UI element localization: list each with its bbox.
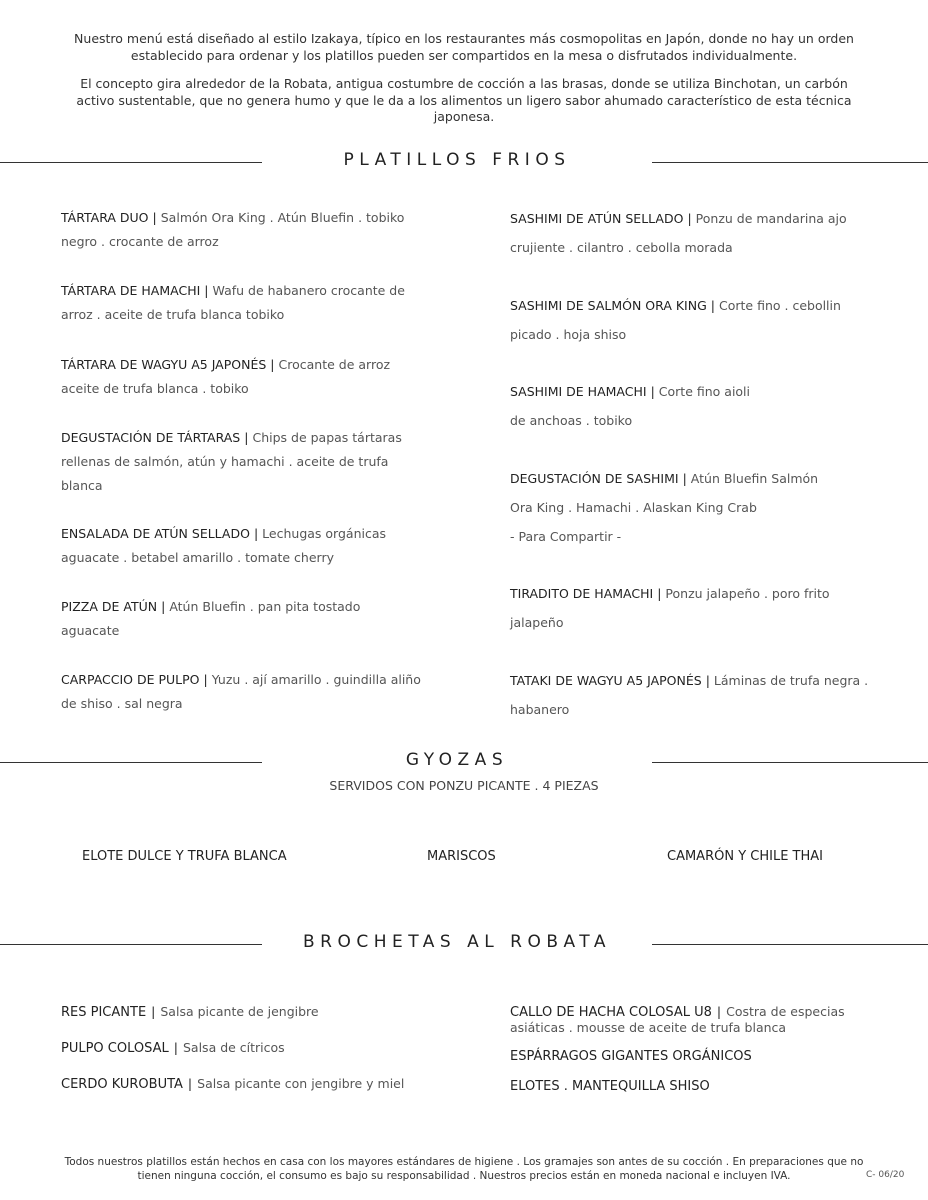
divider-line	[652, 162, 928, 163]
dish-description: Ponzu de mandarina ajo crujiente . cilantro . cebolla morada	[510, 211, 847, 255]
dish-name: TÁRTARA DE HAMACHI	[61, 283, 201, 298]
dish-description: Corte fino . cebollin picado . hoja shiso	[510, 298, 841, 342]
separator: |	[244, 430, 249, 445]
dish-name: TÁRTARA DE WAGYU A5 JAPONÉS	[61, 357, 267, 372]
dish-description: Crocante de arroz aceite de trufa blanca . tobiko	[61, 357, 391, 396]
dish-description: Wafu de habanero crocante de arroz . aceite de trufa blanca tobiko	[61, 283, 405, 322]
brocheta-item	[61, 1040, 461, 1056]
menu-item	[510, 291, 880, 349]
dish-note: - Para Compartir -	[510, 529, 622, 544]
dish-description: Atún Bluefin Salmón Ora King . Hamachi . Alaskan King Crab	[510, 471, 819, 515]
dish-name: ELOTES . MANTEQUILLA SHISO	[510, 1079, 710, 1094]
separator: |	[204, 283, 209, 298]
intro-paragraph-1: Nuestro menú está diseñado al estilo Izakaya, típico en los restaurantes más cosmopolitas en Japón, donde no hay un orden establecido para ordenar y los platillos pueden ser compartidos en la mesa o disfrutados individualmente.	[74, 31, 854, 63]
dish-description: Láminas de trufa negra . habanero	[510, 673, 869, 717]
dish-name: ENSALADA DE ATÚN SELLADO	[61, 526, 250, 541]
separator: |	[161, 599, 166, 614]
gyoza-item: MARISCOS	[427, 849, 496, 864]
dish-name: TIRADITO DE HAMACHI	[510, 586, 654, 601]
separator: |	[270, 357, 275, 372]
menu-item	[510, 666, 880, 724]
dish-description: Salsa de cítricos	[182, 1040, 285, 1055]
separator: |	[716, 1004, 722, 1019]
menu-item	[61, 279, 421, 327]
section-header-platillos-frios	[0, 148, 928, 178]
footer-disclaimer: Todos nuestros platillos están hechos en casa con los mayores estándares de higiene . Los gramajes son antes de su cocción . En preparaciones que no tienen ninguna cocción, el consumo es bajo su responsabilidad . Nuestros precios están en moneda nacional e incluyen IVA.	[64, 1156, 864, 1182]
separator: |	[705, 673, 710, 688]
section-title: BROCHETAS AL ROBATA	[302, 932, 611, 952]
dish-name: DEGUSTACIÓN DE SASHIMI	[510, 471, 679, 486]
dish-name: DEGUSTACIÓN DE TÁRTARAS	[61, 430, 241, 445]
separator: |	[203, 672, 208, 687]
section-title: PLATILLOS FRIOS	[343, 150, 571, 170]
dish-name: RES PICANTE	[61, 1005, 147, 1020]
separator: |	[173, 1040, 178, 1055]
gyoza-item: ELOTE DULCE Y TRUFA BLANCA	[82, 849, 287, 864]
dish-name: CERDO KUROBUTA	[61, 1077, 183, 1092]
dish-description: Lechugas orgánicas aguacate . betabel amarillo . tomate cherry	[61, 526, 387, 565]
dish-name: ESPÁRRAGOS GIGANTES ORGÁNICOS	[510, 1049, 752, 1064]
separator: |	[650, 384, 655, 399]
brocheta-item	[61, 1076, 461, 1092]
separator: |	[657, 586, 662, 601]
gyoza-item: CAMARÓN Y CHILE THAI	[667, 849, 823, 864]
menu-code: C- 06/20	[866, 1170, 905, 1180]
divider-line	[0, 944, 262, 945]
dish-description: Corte fino aioli de anchoas . tobiko	[510, 384, 751, 428]
menu-item	[61, 595, 421, 643]
dish-name: PIZZA DE ATÚN	[61, 599, 158, 614]
dish-description: Salsa picante de jengibre	[160, 1004, 319, 1019]
separator: |	[253, 526, 259, 541]
dish-name: TATAKI DE WAGYU A5 JAPONÉS	[510, 673, 702, 688]
menu-item	[61, 353, 421, 401]
menu-item	[61, 522, 421, 570]
brocheta-item	[510, 1048, 890, 1064]
divider-line	[652, 762, 928, 763]
separator: |	[187, 1076, 193, 1091]
dish-description: Ponzu jalapeño . poro frito jalapeño	[510, 586, 830, 630]
menu-item	[510, 377, 760, 435]
dish-description: Salmón Ora King . Atún Bluefin . tobiko negro . crocante de arroz	[61, 210, 405, 249]
brocheta-item	[61, 1004, 461, 1020]
dish-name: SASHIMI DE HAMACHI	[510, 384, 647, 399]
intro-text	[40, 31, 888, 126]
divider-line	[652, 944, 928, 945]
dish-description: Chips de papas tártaras rellenas de salmón, atún y hamachi . aceite de trufa blanca	[61, 430, 402, 493]
dish-name: CARPACCIO DE PULPO	[61, 672, 200, 687]
menu-item	[510, 204, 880, 262]
dish-name: CALLO DE HACHA COLOSAL U8	[510, 1005, 712, 1020]
section-title: GYOZAS	[405, 750, 509, 770]
dish-name: PULPO COLOSAL	[61, 1041, 169, 1056]
dish-description: Atún Bluefin . pan pita tostado aguacate	[61, 599, 361, 638]
dish-name: SASHIMI DE SALMÓN ORA KING	[510, 298, 707, 313]
separator: |	[682, 471, 687, 486]
menu-item	[61, 668, 421, 716]
dish-name: TÁRTARA DUO	[61, 210, 149, 225]
separator: |	[152, 210, 157, 225]
dish-description: Costra de especias asiáticas . mousse de aceite de trufa blanca	[510, 1004, 845, 1035]
separator: |	[710, 298, 715, 313]
section-header-brochetas	[0, 930, 928, 960]
menu-item	[510, 579, 880, 637]
divider-line	[0, 162, 262, 163]
dish-description: Salsa picante con jengibre y miel	[197, 1076, 405, 1091]
divider-line	[0, 762, 262, 763]
menu-item	[61, 206, 421, 254]
menu-item	[61, 426, 421, 498]
section-header-gyozas	[0, 748, 928, 778]
dish-name: SASHIMI DE ATÚN SELLADO	[510, 211, 684, 226]
menu-item	[510, 464, 830, 551]
brocheta-item	[510, 1078, 890, 1094]
section-subtitle: SERVIDOS CON PONZU PICANTE . 4 PIEZAS	[329, 778, 599, 793]
brocheta-item	[510, 1004, 890, 1035]
intro-paragraph-2: El concepto gira alrededor de la Robata, antigua costumbre de cocción a las brasas, donde se utiliza Binchotan, un carbón activo sustentable, que no genera humo y que le da a los alimentos un ligero sabor ahumado característico de esta técnica japonesa.	[76, 76, 852, 124]
dish-description: Yuzu . ají amarillo . guindilla aliño de shiso . sal negra	[61, 672, 421, 711]
separator: |	[687, 211, 692, 226]
separator: |	[151, 1004, 156, 1019]
